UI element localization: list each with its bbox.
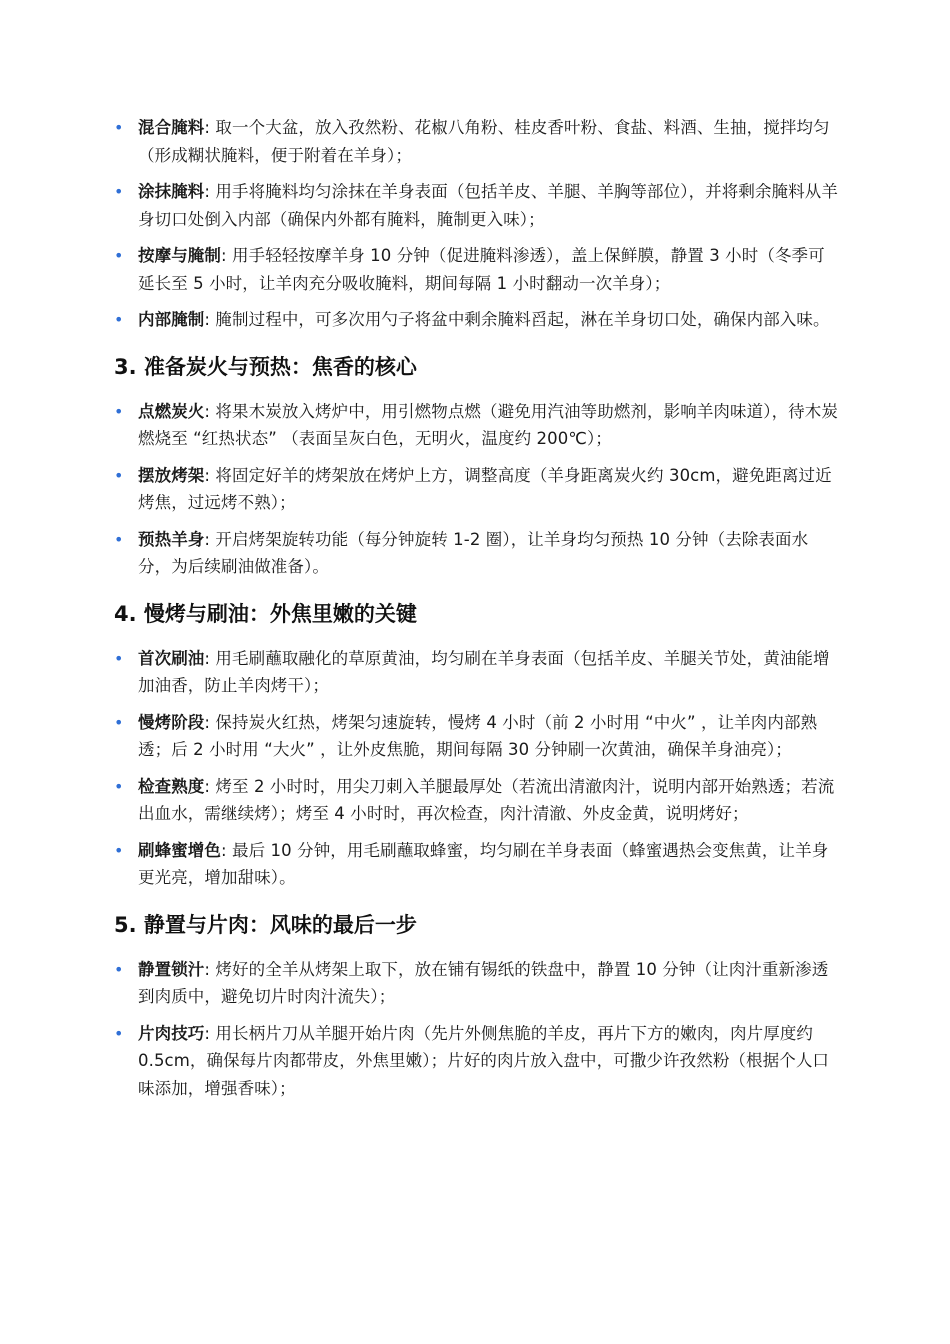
item-description: 用手将腌料均匀涂抹在羊身表面（包括羊皮、羊腿、羊胸等部位），并将剩余腌料从羊身切口处倒入内部（确保内外都有腌料，腌制更入味）； [138, 182, 838, 229]
bullet-icon: • [114, 1023, 124, 1043]
item-description: 保持炭火红热，烤架匀速旋转，慢烤 4 小时（前 2 小时用 “中火” ，让羊肉内部熟透；后 2 小时用 “大火” ，让外皮焦脆，期间每隔 30 分钟刷一次黄油，确保羊身油亮）； [138, 712, 818, 759]
item-term: 涂抹腌料 [138, 182, 205, 201]
list-item [114, 306, 840, 334]
item-separator: : [204, 712, 216, 732]
item-term: 点燃炭火 [138, 401, 205, 421]
item-separator: : [221, 840, 233, 860]
bullet-icon: • [114, 529, 124, 549]
item-separator: : [204, 1023, 216, 1043]
list-item [114, 709, 840, 764]
item-separator: : [204, 310, 216, 329]
item-separator: : [204, 401, 216, 421]
list-item [114, 398, 840, 453]
item-separator: : [204, 118, 216, 137]
bullet-icon: • [114, 648, 124, 668]
item-term: 检查熟度 [138, 776, 205, 796]
item-term: 片肉技巧 [138, 1023, 205, 1043]
item-description: 用毛刷蘸取融化的草原黄油，均匀刷在羊身表面（包括羊皮、羊腿关节处，黄油能增加油香，防止羊肉烤干）； [138, 648, 830, 695]
item-description: 用长柄片刀从羊腿开始片肉（先片外侧焦脆的羊皮，再片下方的嫩肉，肉片厚度约 0.5cm，确保每片肉都带皮，外焦里嫩）；片好的肉片放入盘中，可撒少许孜然粉（根据个人口味添加，增强香味）； [138, 1023, 830, 1098]
list-item [114, 114, 840, 169]
item-term: 静置锁汁 [138, 959, 205, 979]
item-description: 最后 10 分钟，用毛刷蘸取蜂蜜，均匀刷在羊身表面（蜂蜜遇热会变焦黄，让羊身更光亮，增加甜味）。 [138, 840, 829, 887]
item-description: 腌制过程中，可多次用勺子将盆中剩余腌料舀起，淋在羊身切口处，确保内部入味。 [215, 310, 830, 329]
item-term: 按摩与腌制 [138, 246, 221, 265]
list-item [114, 1020, 840, 1103]
item-separator: : [204, 529, 216, 549]
bullet-icon: • [114, 465, 124, 485]
item-term: 摆放烤架 [138, 465, 205, 485]
list-item [114, 956, 840, 1011]
item-separator: : [221, 246, 233, 265]
item-term: 预热羊身 [138, 529, 205, 549]
section-heading-roasting: 4. 慢烤与刷油：外焦里嫩的关键 [114, 601, 417, 626]
item-separator: : [204, 182, 216, 201]
list-item [114, 462, 840, 517]
bullet-icon: • [114, 959, 124, 979]
item-separator: : [204, 959, 216, 979]
item-term: 内部腌制 [138, 310, 205, 329]
list-item [114, 178, 840, 233]
bullet-icon: • [114, 310, 124, 329]
bullet-list-charcoal [114, 398, 840, 581]
item-description: 烤至 2 小时时，用尖刀刺入羊腿最厚处（若流出清澈肉汁，说明内部开始熟透；若流出血水，需继续烤）；烤至 4 小时时，再次检查，肉汁清澈、外皮金黄，说明烤好； [138, 776, 835, 823]
bullet-icon: • [114, 118, 124, 137]
list-item [114, 837, 840, 892]
item-separator: : [204, 648, 216, 668]
bullet-icon: • [114, 182, 124, 201]
item-description: 用手轻轻按摩羊身 10 分钟（促进腌料渗透），盖上保鲜膜，静置 3 小时（冬季可延长至 5 小时，让羊肉充分吸收腌料，期间每隔 1 小时翻动一次羊身）； [138, 246, 825, 293]
bullet-icon: • [114, 246, 124, 265]
item-description: 取一个大盆，放入孜然粉、花椒八角粉、桂皮香叶粉、食盐、料酒、生抽，搅拌均匀（形成糊状腌料，便于附着在羊身）； [138, 118, 830, 165]
item-term: 混合腌料 [138, 118, 205, 137]
item-description: 开启烤架旋转功能（每分钟旋转 1-2 圈），让羊身均匀预热 10 分钟（去除表面水分，为后续刷油做准备）。 [138, 529, 809, 576]
bullet-list-marinate [114, 114, 840, 334]
section-heading-resting: 5. 静置与片肉：风味的最后一步 [114, 912, 417, 937]
list-item [114, 526, 840, 581]
section-heading-charcoal: 3. 准备炭火与预热：焦香的核心 [114, 354, 417, 379]
bullet-icon: • [114, 840, 124, 860]
list-item [114, 773, 840, 828]
item-description: 将果木炭放入烤炉中，用引燃物点燃（避免用汽油等助燃剂，影响羊肉味道），待木炭燃烧至 “红热状态” （表面呈灰白色，无明火，温度约 200℃）； [138, 401, 838, 448]
bullet-list-resting [114, 956, 840, 1103]
item-separator: : [204, 776, 216, 796]
item-separator: : [204, 465, 216, 485]
item-term: 首次刷油 [138, 648, 205, 668]
item-description: 烤好的全羊从烤架上取下，放在铺有锡纸的铁盘中，静置 10 分钟（让肉汁重新渗透到肉质中，避免切片时肉汁流失）； [138, 959, 829, 1006]
list-item [114, 242, 840, 297]
bullet-icon: • [114, 401, 124, 421]
bullet-icon: • [114, 712, 124, 732]
item-term: 刷蜂蜜增色 [138, 840, 221, 860]
bullet-icon: • [114, 776, 124, 796]
list-item [114, 645, 840, 700]
bullet-list-roasting [114, 645, 840, 892]
item-description: 将固定好羊的烤架放在烤炉上方，调整高度（羊身距离炭火约 30cm，避免距离过近烤焦，过远烤不熟）； [138, 465, 832, 512]
item-term: 慢烤阶段 [138, 712, 205, 732]
